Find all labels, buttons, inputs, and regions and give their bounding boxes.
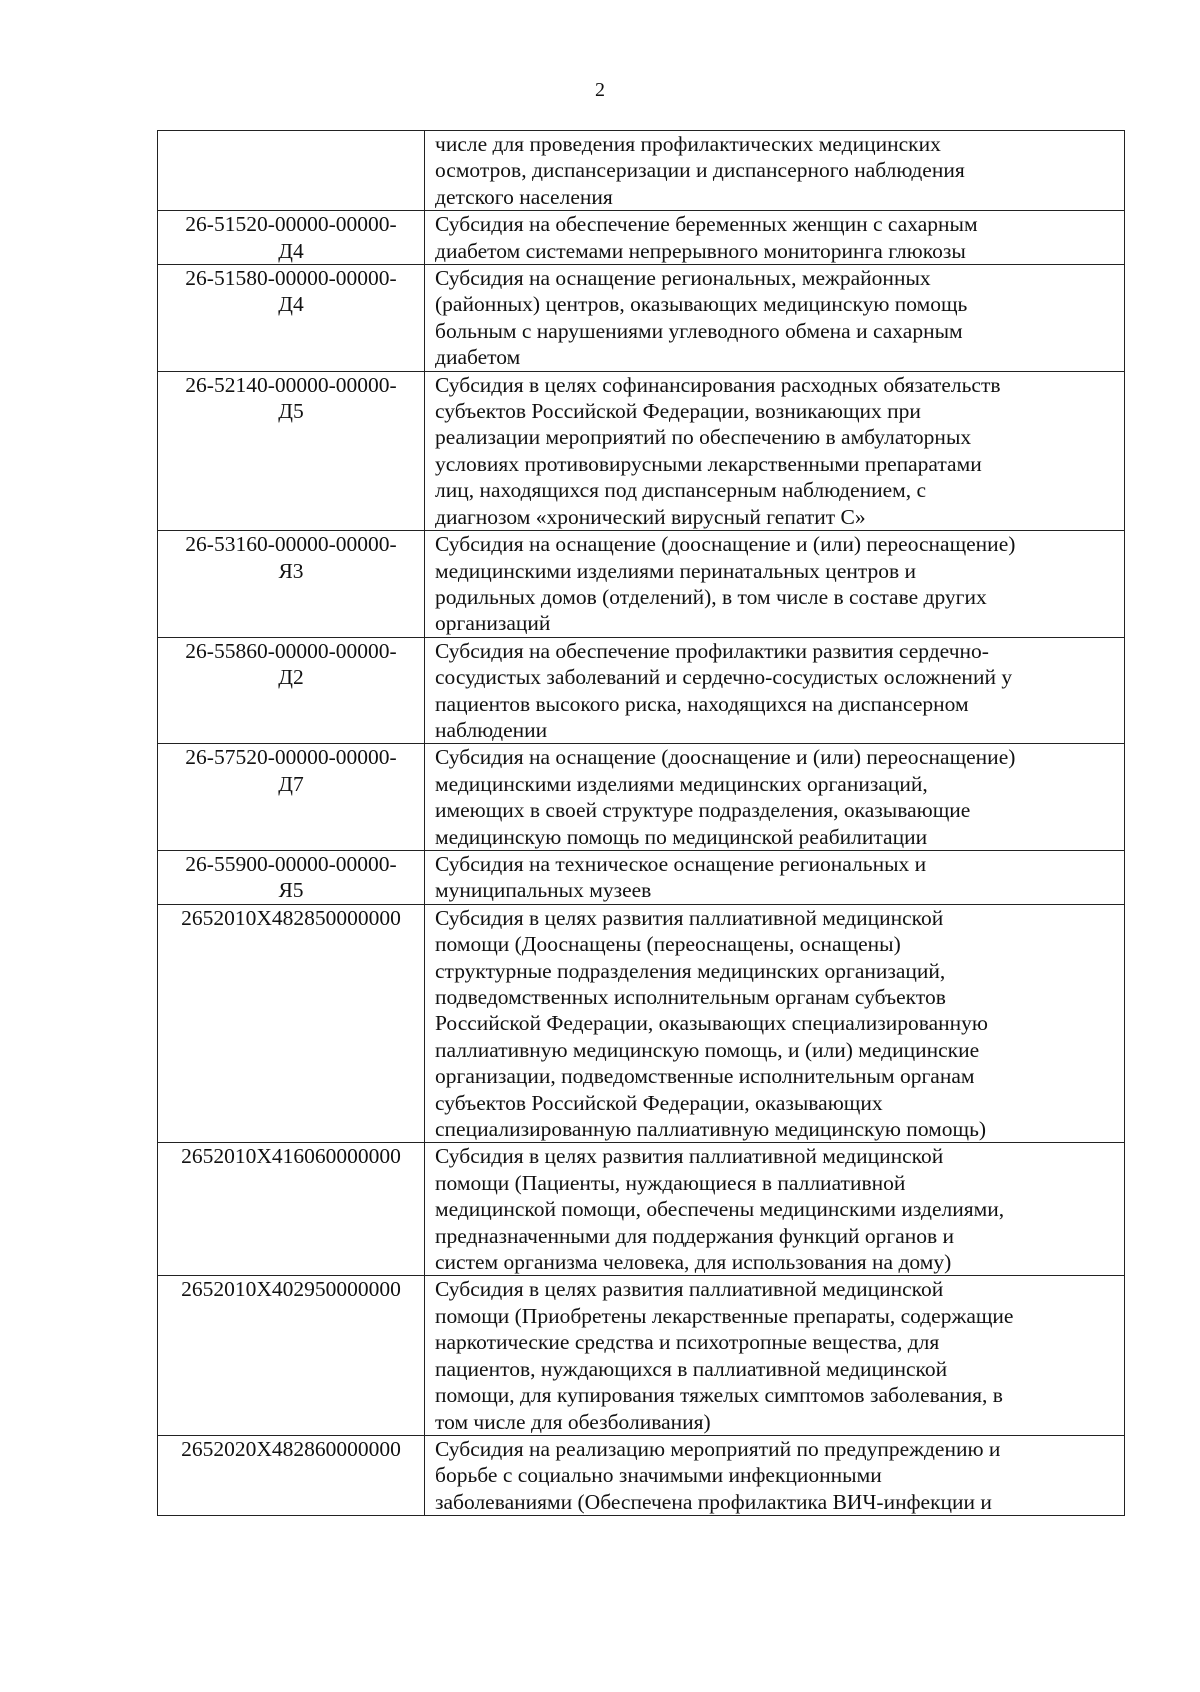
subsidy-description-line: медицинскими изделиями перинатальных центров и [435,558,917,583]
budget-code-line: Д7 [278,771,304,796]
table-row [158,904,1125,1143]
subsidy-description-line: наркотические средства и психотропные вещества, для [435,1330,940,1355]
subsidy-description-line: Субсидия в целях развития паллиативной медицинской [435,1144,944,1169]
subsidy-description-line: борьбе с социально значимыми инфекционными [435,1463,882,1488]
budget-code-line: 26-52140-00000-00000- [185,372,397,397]
subsidy-description-line: пациентов высокого риска, находящихся на диспансерном [435,691,969,716]
budget-code-line: Д5 [278,399,304,424]
table-row [158,371,1125,530]
subsidy-description-cell [425,531,1125,638]
budget-code-line: Д4 [278,238,304,263]
budget-code-cell [158,744,425,851]
budget-code-line: 2652010Х402950000000 [181,1277,401,1302]
table-row [158,265,1125,372]
subsidy-description-line: Субсидия на техническое оснащение региональных и [435,851,927,876]
subsidy-description-line: реализации мероприятий по обеспечению в амбулаторных [435,425,972,450]
subsidy-description-cell [425,904,1125,1143]
subsidy-description-line: специализированную паллиативную медицинскую помощь) [435,1117,987,1142]
subsidy-description-line: условиях противовирусными лекарственными препаратами [435,451,982,476]
budget-code-line: 26-53160-00000-00000- [185,532,397,557]
subsidy-description-line: Субсидия на оснащение (дооснащение и (или) переоснащение) [435,532,1016,557]
subsidy-description-line: числе для проведения профилактических медицинских [435,132,941,156]
budget-code-cell [158,211,425,265]
budget-code-cell [158,371,425,530]
subsidy-description-cell [425,637,1125,744]
budget-code-cell [158,637,425,744]
subsidy-description-line: подведомственных исполнительным органам субъектов [435,985,946,1009]
budget-code-cell [158,850,425,904]
subsidy-description-line: систем организма человека, для использования на дому) [435,1250,952,1275]
subsidy-description-cell [425,1435,1125,1515]
table-row [158,211,1125,265]
table-row [158,1276,1125,1435]
table-row [158,850,1125,904]
subsidy-description-line: медицинской помощи, обеспечены медицинскими изделиями, [435,1197,1005,1222]
subsidy-description-line: паллиативную медицинскую помощь, и (или) медицинские [435,1037,980,1062]
subsidy-description-line: (районных) центров, оказывающих медицинскую помощь [435,292,968,317]
budget-code-cell [158,1276,425,1435]
subsidy-description-line: больным с нарушениями углеводного обмена и сахарным [435,318,963,343]
subsidy-description-cell [425,371,1125,530]
table-row [158,637,1125,744]
budget-code-cell [158,131,425,211]
subsidy-description-line: Субсидия в целях софинансирования расходных обязательств [435,372,1001,397]
subsidy-description-line: медицинскую помощь по медицинской реабилитации [435,824,928,849]
subsidy-description-line: Субсидия на оснащение региональных, межрайонных [435,266,931,291]
subsidy-description-line: сосудистых заболеваний и сердечно-сосудистых осложнений у [435,665,1013,690]
budget-code-line: 2652020Х482860000000 [181,1436,401,1461]
budget-code-line: Я5 [278,878,304,903]
subsidy-description-cell [425,744,1125,851]
subsidy-description-line: Субсидия на реализацию мероприятий по предупреждению и [435,1436,1001,1461]
subsidy-description-line: муниципальных музеев [435,878,652,903]
budget-code-line: Д4 [278,292,304,317]
subsidy-description-line: Субсидия на обеспечение беременных женщин с сахарным [435,212,978,237]
subsidy-description-line: заболеваниями (Обеспечена профилактика ВИЧ-инфекции и [435,1489,992,1514]
subsidy-description-line: помощи, для купирования тяжелых симптомов заболевания, в [435,1383,1003,1408]
budget-code-cell [158,531,425,638]
subsidy-description-line: помощи (Пациенты, нуждающиеся в паллиативной [435,1170,906,1195]
subsidy-description-line: детского населения [435,184,613,209]
subsidy-description-line: пациентов, нуждающихся в паллиативной медицинской [435,1356,948,1381]
budget-code-cell [158,1143,425,1276]
subsidy-description-line: том числе для обезболивания) [435,1409,711,1434]
subsidy-description-cell [425,1276,1125,1435]
page-number: 2 [595,79,605,101]
table-row [158,1143,1125,1276]
budget-code-line: 26-55900-00000-00000- [185,851,397,876]
budget-code-cell [158,904,425,1143]
subsidy-table-body [158,131,1125,1516]
subsidy-description-cell [425,131,1125,211]
subsidy-description-cell [425,850,1125,904]
subsidy-description-line: Субсидия в целях развития паллиативной медицинской [435,1277,944,1302]
budget-code-line: 26-51580-00000-00000- [185,266,397,291]
budget-code-line: 2652010Х416060000000 [181,1144,401,1169]
subsidy-description-line: помощи (Дооснащены (переоснащены, оснащены) [435,932,901,957]
subsidy-description-line: имеющих в своей структуре подразделения, оказывающие [435,798,971,823]
subsidy-description-line: родильных домов (отделений), в том числе в составе других [435,584,987,609]
subsidy-description-line: Субсидия в целях развития паллиативной медицинской [435,905,944,930]
table-row [158,744,1125,851]
table-row [158,131,1125,211]
subsidy-description-line: субъектов Российской Федерации, возникающих при [435,399,921,424]
subsidy-description-line: лиц, находящихся под диспансерным наблюдением, с [435,478,927,503]
subsidy-description-line: субъектов Российской Федерации, оказывающих [435,1090,883,1115]
budget-code-line: 26-57520-00000-00000- [185,745,397,770]
subsidy-description-line: Субсидия на оснащение (дооснащение и (или) переоснащение) [435,745,1016,770]
table-row [158,531,1125,638]
table-row [158,1435,1125,1515]
subsidy-table [157,130,1125,1516]
subsidy-description-line: Субсидия на обеспечение профилактики развития сердечно- [435,638,989,663]
budget-code-cell [158,265,425,372]
subsidy-description-line: диабетом [435,345,521,370]
budget-code-line: Я3 [278,558,304,583]
budget-code-line: 2652010Х482850000000 [181,905,401,930]
subsidy-description-line: диагнозом «хронический вирусный гепатит С» [435,504,866,529]
subsidy-description-line: наблюдении [435,717,548,742]
budget-code-line: 26-51520-00000-00000- [185,212,397,237]
subsidy-description-line: структурные подразделения медицинских организаций, [435,958,946,983]
subsidy-description-line: диабетом системами непрерывного мониторинга глюкозы [435,238,966,263]
subsidy-description-cell [425,1143,1125,1276]
subsidy-description-line: помощи (Приобретены лекарственные препараты, содержащие [435,1303,1014,1328]
budget-code-cell [158,1435,425,1515]
subsidy-description-cell [425,211,1125,265]
budget-code-line: Д2 [278,665,304,690]
subsidy-description-line: медицинскими изделиями медицинских организаций, [435,771,928,796]
subsidy-description-cell [425,265,1125,372]
subsidy-description-line: организации, подведомственные исполнительным органам [435,1064,975,1089]
subsidy-description-line: предназначенными для поддержания функций органов и [435,1223,955,1248]
subsidy-description-line: осмотров, диспансеризации и диспансерного наблюдения [435,158,965,183]
subsidy-description-line: Российской Федерации, оказывающих специализированную [435,1011,988,1036]
subsidy-description-line: организаций [435,611,551,636]
budget-code-line: 26-55860-00000-00000- [185,638,397,663]
